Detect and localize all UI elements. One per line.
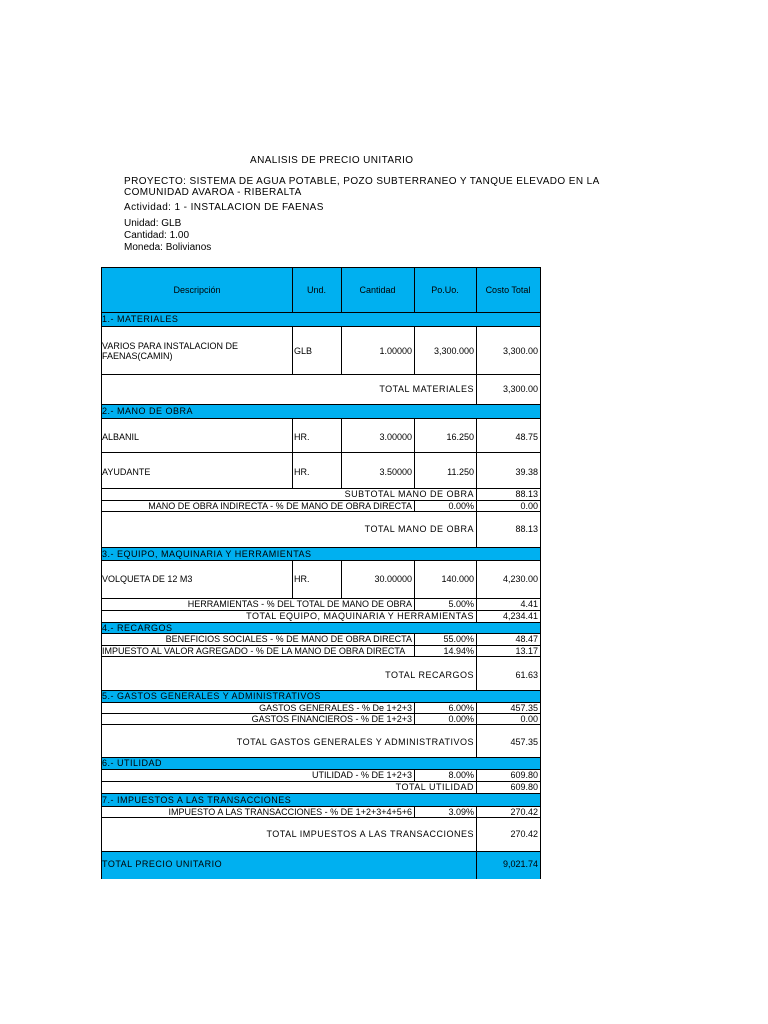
document-title: ANALISIS DE PRECIO UNITARIO <box>250 155 414 166</box>
vat-value: 13.17 <box>515 646 538 656</box>
overhead-total-value: 457.35 <box>510 737 538 747</box>
material-item-description: VARIOS PARA INSTALACION DE <box>102 341 239 351</box>
indirect-labor-value: 0.00 <box>520 501 538 511</box>
section-band-profit <box>102 757 540 769</box>
labor-item-total: 48.75 <box>515 432 538 442</box>
column-header-unit-price: Po.Uo. <box>431 285 459 295</box>
unit-label: Unidad: GLB <box>124 218 182 229</box>
activity-label: Actividad: 1 - INSTALACION DE FAENAS <box>124 202 324 213</box>
transaction-tax-label: IMPUESTO A LAS TRANSACCIONES - % DE 1+2+3+4+5+6 <box>168 807 412 817</box>
profit-value: 609.80 <box>510 770 538 780</box>
labor-item-description: ALBANIL <box>102 432 140 442</box>
labor-item-quantity: 3.50000 <box>379 467 412 477</box>
material-item-total: 3,300.00 <box>502 346 538 356</box>
profit-total-label: TOTAL UTILIDAD <box>395 782 474 792</box>
equipment-item-unit-price: 140.000 <box>441 574 474 584</box>
labor-item-total: 39.38 <box>515 467 538 477</box>
section-title-overhead: 5.- GASTOS GENERALES Y ADMINISTRATIVOS <box>102 691 321 701</box>
project-line-1: PROYECTO: SISTEMA DE AGUA POTABLE, POZO SUBTERRANEO Y TANQUE ELEVADO EN LA <box>124 176 600 187</box>
equipment-item-unit: HR. <box>294 574 310 584</box>
equipment-total-label: TOTAL EQUIPO, MAQUINARIA Y HERRAMIENTAS <box>246 611 474 621</box>
equipment-item-total: 4,230.00 <box>502 574 538 584</box>
grand-total-value: 9,021.74 <box>502 859 538 869</box>
vat-label: IMPUESTO AL VALOR AGREGADO - % DE LA MANO DE OBRA DIRECTA <box>102 646 406 656</box>
transaction-tax-value: 270.42 <box>510 807 538 817</box>
tools-percent: 5.00% <box>448 599 474 609</box>
grand-total-label: TOTAL PRECIO UNITARIO <box>102 859 223 869</box>
section-title-taxes: 7.- IMPUESTOS A LAS TRANSACCIONES <box>102 795 292 805</box>
labor-item-quantity: 3.00000 <box>379 432 412 442</box>
quantity-label: Cantidad: 1.00 <box>124 230 190 241</box>
taxes-total-value: 270.42 <box>510 829 538 839</box>
general-expenses-label: GASTOS GENERALES - % De 1+2+3 <box>259 703 412 713</box>
taxes-total-label: TOTAL IMPUESTOS A LAS TRANSACCIONES <box>266 829 474 839</box>
project-line-2: COMUNIDAD AVAROA - RIBERALTA <box>124 187 302 198</box>
material-item-unit: GLB <box>294 346 313 356</box>
labor-item-unit: HR. <box>294 467 310 477</box>
surcharges-total-label: TOTAL RECARGOS <box>385 670 474 680</box>
social-benefits-percent: 55.00% <box>443 634 474 644</box>
section-title-labor: 2.- MANO DE OBRA <box>102 406 194 416</box>
overhead-total-label: TOTAL GASTOS GENERALES Y ADMINISTRATIVOS <box>236 737 474 747</box>
profit-total-value: 609.80 <box>510 782 538 792</box>
section-title-surcharges: 4.- RECARGOS <box>102 623 173 633</box>
material-item-quantity: 1.00000 <box>379 346 412 356</box>
financial-expenses-value: 0.00 <box>520 714 538 724</box>
general-expenses-percent: 6.00% <box>448 703 474 713</box>
materials-total-value: 3,300.00 <box>502 384 538 394</box>
social-benefits-value: 48.47 <box>515 634 538 644</box>
labor-item-description: AYUDANTE <box>102 467 151 477</box>
profit-label: UTILIDAD - % DE 1+2+3 <box>311 770 412 780</box>
general-expenses-value: 457.35 <box>510 703 538 713</box>
material-item-unit-price: 3,300.000 <box>433 346 474 356</box>
financial-expenses-label: GASTOS FINANCIEROS - % DE 1+2+3 <box>251 714 412 724</box>
financial-expenses-percent: 0.00% <box>448 714 474 724</box>
labor-total-value: 88.13 <box>515 524 538 534</box>
equipment-item-quantity: 30.00000 <box>374 574 412 584</box>
labor-subtotal-value: 88.13 <box>515 489 538 499</box>
tools-label: HERRAMIENTAS - % DEL TOTAL DE MANO DE OBRA <box>187 599 412 609</box>
column-header-description: Descripción <box>173 285 221 295</box>
section-title-materials: 1.- MATERIALES <box>102 314 179 324</box>
indirect-labor-label: MANO DE OBRA INDIRECTA - % DE MANO DE OBRA DIRECTA <box>148 501 412 511</box>
cost-analysis-table <box>101 267 541 879</box>
surcharges-total-value: 61.63 <box>515 670 538 680</box>
section-title-profit: 6.- UTILIDAD <box>102 758 163 768</box>
column-header-quantity: Cantidad <box>359 285 396 295</box>
labor-total-label: TOTAL MANO DE OBRA <box>364 524 474 534</box>
equipment-item-description: VOLQUETA DE 12 M3 <box>102 574 193 584</box>
section-title-equipment: 3.- EQUIPO, MAQUINARIA Y HERRAMIENTAS <box>102 549 312 559</box>
labor-item-unit-price: 11.250 <box>447 467 474 477</box>
column-header-total: Costo Total <box>485 285 531 295</box>
tools-value: 4.41 <box>520 599 538 609</box>
column-header-unit: Und. <box>306 285 326 295</box>
materials-total-label: TOTAL MATERIALES <box>379 384 474 394</box>
currency-label: Moneda: Bolivianos <box>124 242 212 253</box>
transaction-tax-percent: 3.09% <box>448 807 474 817</box>
labor-subtotal-label: SUBTOTAL MANO DE OBRA <box>344 489 474 499</box>
vat-percent: 14.94% <box>443 646 474 656</box>
labor-item-unit: HR. <box>294 432 310 442</box>
material-item-description-cont: FAENAS(CAMIN) <box>102 351 173 361</box>
equipment-total-value: 4,234.41 <box>502 611 538 621</box>
social-benefits-label: BENEFICIOS SOCIALES - % DE MANO DE OBRA DIRECTA <box>165 634 412 644</box>
indirect-labor-percent: 0.00% <box>448 501 474 511</box>
labor-item-unit-price: 16.250 <box>446 432 474 442</box>
profit-percent: 8.00% <box>448 770 474 780</box>
